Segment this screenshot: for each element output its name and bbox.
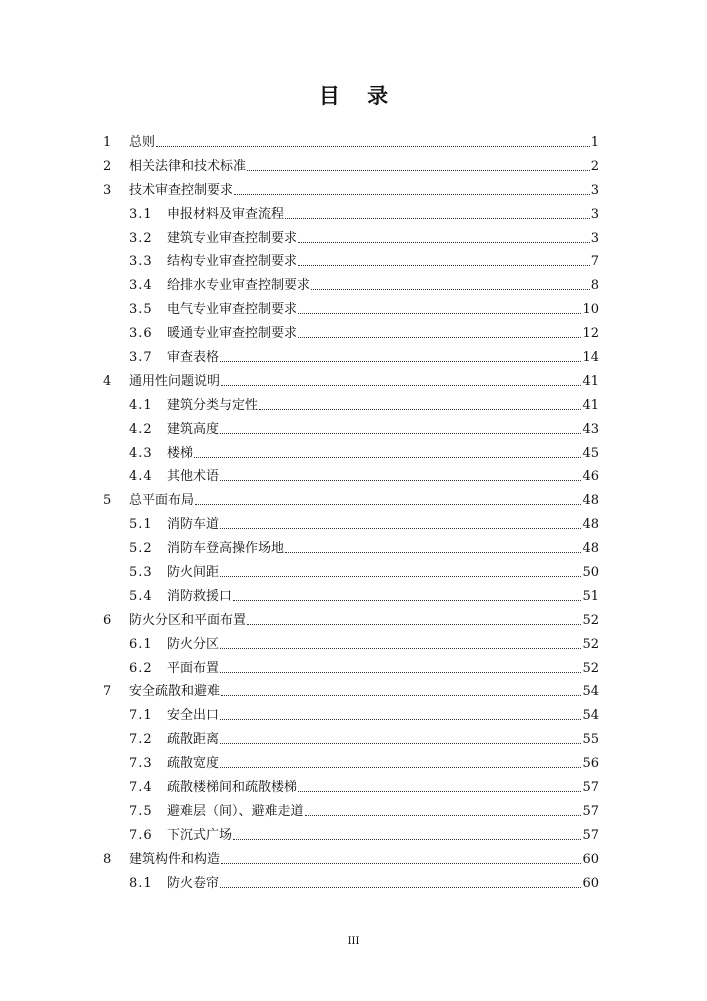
toc-entry-page: 48 — [582, 541, 599, 557]
toc-entry — [0, 465, 707, 489]
toc-entry-number: 7.6 — [129, 827, 153, 843]
toc-entry-number: 8.1 — [129, 875, 153, 891]
toc-leader-dots — [247, 623, 581, 625]
toc-entry-line — [167, 278, 599, 294]
toc-entry-page: 57 — [582, 803, 599, 819]
toc-entry-number: 5 — [103, 493, 112, 509]
toc-leader-dots — [298, 336, 581, 338]
toc-entry-line — [129, 613, 599, 629]
toc-entry-page: 2 — [590, 158, 599, 174]
toc-entry-page: 7 — [590, 254, 599, 270]
toc-leader-dots — [220, 575, 581, 577]
toc-entry-number: 3 — [103, 182, 112, 198]
toc-entry-number: 7.5 — [129, 803, 153, 819]
toc-entry-line — [167, 422, 599, 438]
toc-entry — [0, 800, 707, 824]
toc-entry — [0, 489, 707, 513]
toc-entry-number: 1 — [103, 134, 112, 150]
toc-entry — [0, 872, 707, 896]
toc-entry-number: 5.2 — [129, 541, 153, 557]
toc-entry-page: 52 — [582, 612, 599, 628]
toc-entry-number: 4.3 — [129, 445, 153, 461]
toc-entry-line — [129, 493, 599, 509]
toc-leader-dots — [220, 432, 581, 434]
toc-entry-page: 1 — [590, 134, 599, 150]
toc-entry — [0, 394, 707, 418]
toc-entry-page: 12 — [582, 326, 599, 342]
toc-entry-label: 建筑专业审查控制要求 — [167, 230, 298, 246]
toc-entry-label: 楼梯 — [167, 445, 194, 461]
toc-entry-label: 申报材料及审查流程 — [167, 206, 285, 222]
toc-entry-label: 总平面布局 — [129, 493, 195, 509]
toc-entry — [0, 633, 707, 657]
toc-entry-page: 46 — [582, 469, 599, 485]
toc-leader-dots — [221, 694, 581, 696]
toc-entry-page: 54 — [582, 708, 599, 724]
toc-leader-dots — [220, 527, 581, 529]
toc-entry-number: 7 — [103, 684, 112, 700]
toc-entry-label: 技术审查控制要求 — [129, 182, 234, 198]
toc-leader-dots — [220, 647, 581, 649]
toc-entry-number: 5.4 — [129, 588, 153, 604]
toc-entry-page: 52 — [582, 636, 599, 652]
toc-leader-dots — [221, 862, 581, 864]
toc-entry-number: 7.2 — [129, 732, 153, 748]
toc-entry-label: 消防车登高操作场地 — [167, 541, 285, 557]
toc-leader-dots — [298, 264, 590, 266]
toc-entry-line — [129, 684, 599, 700]
toc-entry-number: 7.3 — [129, 756, 153, 772]
toc-entry-line — [167, 661, 599, 677]
toc-entry-label: 结构专业审查控制要求 — [167, 254, 298, 270]
toc-entry-label: 建筑构件和构造 — [129, 851, 221, 867]
toc-entry-number: 3.6 — [129, 326, 153, 342]
toc-entry-line — [129, 159, 599, 175]
toc-entry — [0, 179, 707, 203]
toc-entry-label: 安全出口 — [167, 708, 220, 724]
toc-entry — [0, 346, 707, 370]
toc-entry-label: 消防救援口 — [167, 588, 233, 604]
toc-entry-label: 电气专业审查控制要求 — [167, 302, 298, 318]
toc-entry — [0, 203, 707, 227]
toc-entry — [0, 728, 707, 752]
toc-entry — [0, 561, 707, 585]
toc-entry-label: 其他术语 — [167, 469, 220, 485]
toc-entry — [0, 442, 707, 466]
toc-entry-page: 10 — [582, 302, 599, 318]
toc-entry-label: 疏散宽度 — [167, 756, 220, 772]
toc-entry — [0, 848, 707, 872]
toc-entry-label: 防火卷帘 — [167, 875, 220, 891]
toc-leader-dots — [234, 193, 590, 195]
toc-entry-line — [167, 469, 599, 485]
toc-entry-number: 7.1 — [129, 708, 153, 724]
toc-entry-number: 6.1 — [129, 636, 153, 652]
toc-entry-line — [167, 756, 599, 772]
toc-entry — [0, 752, 707, 776]
toc-entry-line — [167, 828, 599, 844]
toc-entry-page: 57 — [582, 779, 599, 795]
toc-entry-line — [129, 183, 599, 199]
toc-entry — [0, 704, 707, 728]
toc-entry — [0, 513, 707, 537]
toc-entry — [0, 131, 707, 155]
toc-entry-number: 4.1 — [129, 397, 153, 413]
toc-entry-number: 3.1 — [129, 206, 153, 222]
toc-entry — [0, 776, 707, 800]
toc-entry-line — [129, 135, 599, 151]
toc-entry-page: 51 — [582, 588, 599, 604]
toc-entry — [0, 298, 707, 322]
toc-leader-dots — [298, 790, 581, 792]
toc-entry-line — [167, 565, 599, 581]
toc-entry-page: 41 — [582, 373, 599, 389]
toc-leader-dots — [220, 718, 581, 720]
toc-entry — [0, 680, 707, 704]
toc-entry-line — [167, 708, 599, 724]
toc-entry-label: 建筑分类与定性 — [167, 397, 259, 413]
toc-leader-dots — [194, 456, 581, 458]
toc-leader-dots — [233, 838, 581, 840]
toc-entry-page: 43 — [582, 421, 599, 437]
toc-entry-number: 8 — [103, 851, 112, 867]
toc-entry-line — [129, 374, 599, 390]
toc-entry-line — [167, 231, 599, 247]
toc-entry-page: 50 — [582, 564, 599, 580]
toc-leader-dots — [285, 551, 581, 553]
toc-leader-dots — [311, 288, 590, 290]
toc-entry-label: 安全疏散和避难 — [129, 684, 221, 700]
toc-entry-number: 4.2 — [129, 421, 153, 437]
toc-entry-label: 防火间距 — [167, 564, 220, 580]
toc-entry — [0, 537, 707, 561]
toc-entry-line — [167, 398, 599, 414]
toc-entry-page: 57 — [582, 827, 599, 843]
toc-entry-page: 52 — [582, 660, 599, 676]
toc-entry-line — [167, 541, 599, 557]
toc-entry-page: 3 — [590, 230, 599, 246]
toc-entry-number: 3.2 — [129, 230, 153, 246]
toc-entry-line — [167, 350, 599, 366]
toc-leader-dots — [220, 886, 581, 888]
toc-entry-number: 3.7 — [129, 349, 153, 365]
toc-entry-number: 3.5 — [129, 302, 153, 318]
toc-entry-line — [167, 780, 599, 796]
toc-leader-dots — [221, 384, 581, 386]
toc-entry-number: 4 — [103, 373, 112, 389]
toc-entry-label: 给排水专业审查控制要求 — [167, 278, 311, 294]
toc-entry-line — [167, 326, 599, 342]
toc-entry — [0, 585, 707, 609]
toc-entry-label: 暖通专业审查控制要求 — [167, 326, 298, 342]
toc-leader-dots — [298, 312, 581, 314]
toc-entry-number: 4.4 — [129, 469, 153, 485]
toc-entry — [0, 609, 707, 633]
toc-entry-page: 54 — [582, 684, 599, 700]
toc-leader-dots — [220, 479, 581, 481]
toc-leader-dots — [220, 766, 581, 768]
toc-entry-page: 60 — [582, 851, 599, 867]
toc-entry-label: 下沉式广场 — [167, 827, 233, 843]
toc-entry-number: 6 — [103, 612, 112, 628]
toc-entry-label: 总则 — [129, 134, 156, 150]
toc-entry-label: 避难层（间）、避难走道 — [167, 803, 304, 819]
toc-leader-dots — [247, 169, 590, 171]
toc-leader-dots — [298, 241, 590, 243]
toc-entry-page: 3 — [590, 206, 599, 222]
toc-entry — [0, 274, 707, 298]
toc-entry-label: 相关法律和技术标准 — [129, 158, 247, 174]
toc-entry-line — [167, 732, 599, 748]
toc-entry-page: 60 — [582, 875, 599, 891]
toc-entry — [0, 370, 707, 394]
toc-entry-page: 45 — [582, 445, 599, 461]
table-of-contents — [0, 131, 707, 896]
page-number: III — [347, 936, 360, 947]
toc-entry-line — [167, 446, 599, 462]
toc-entry-number: 3.3 — [129, 254, 153, 270]
toc-entry-page: 55 — [582, 732, 599, 748]
toc-entry — [0, 322, 707, 346]
toc-entry-label: 防火分区 — [167, 636, 220, 652]
toc-entry-page: 48 — [582, 517, 599, 533]
toc-entry-number: 5.3 — [129, 564, 153, 580]
toc-leader-dots — [285, 217, 590, 219]
toc-entry-page: 8 — [590, 278, 599, 294]
toc-entry-label: 建筑高度 — [167, 421, 220, 437]
toc-leader-dots — [220, 742, 581, 744]
toc-leader-dots — [220, 671, 581, 673]
toc-entry-page: 56 — [582, 756, 599, 772]
toc-entry-number: 2 — [103, 158, 112, 174]
toc-leader-dots — [233, 599, 581, 601]
toc-entry-page: 48 — [582, 493, 599, 509]
toc-entry-label: 疏散楼梯间和疏散楼梯 — [167, 779, 298, 795]
toc-entry-line — [167, 302, 599, 318]
toc-leader-dots — [259, 408, 581, 410]
toc-entry-label: 通用性问题说明 — [129, 373, 221, 389]
toc-entry-number: 7.4 — [129, 779, 153, 795]
toc-entry-line — [167, 876, 599, 892]
toc-entry-line — [167, 637, 599, 653]
toc-entry-page: 41 — [582, 397, 599, 413]
toc-entry-number: 6.2 — [129, 660, 153, 676]
toc-leader-dots — [305, 814, 582, 816]
toc-entry — [0, 418, 707, 442]
page-title: 目 录 — [318, 84, 399, 108]
toc-entry-page: 14 — [582, 349, 599, 365]
toc-entry-number: 3.4 — [129, 278, 153, 294]
toc-entry-label: 消防车道 — [167, 517, 220, 533]
toc-leader-dots — [195, 503, 581, 505]
toc-entry-page: 3 — [590, 182, 599, 198]
toc-entry — [0, 155, 707, 179]
toc-entry — [0, 824, 707, 848]
toc-entry-label: 审查表格 — [167, 349, 220, 365]
toc-entry-label: 防火分区和平面布置 — [129, 612, 247, 628]
toc-entry-line — [129, 852, 599, 868]
toc-entry-line — [167, 804, 599, 820]
toc-entry-line — [167, 517, 599, 533]
toc-leader-dots — [156, 145, 590, 147]
toc-entry — [0, 250, 707, 274]
toc-entry-number: 5.1 — [129, 517, 153, 533]
toc-entry-label: 平面布置 — [167, 660, 220, 676]
toc-entry-line — [167, 589, 599, 605]
toc-leader-dots — [220, 360, 581, 362]
toc-entry — [0, 227, 707, 251]
toc-entry-line — [167, 207, 599, 223]
toc-entry-line — [167, 254, 599, 270]
toc-entry — [0, 657, 707, 681]
toc-entry-label: 疏散距离 — [167, 732, 220, 748]
